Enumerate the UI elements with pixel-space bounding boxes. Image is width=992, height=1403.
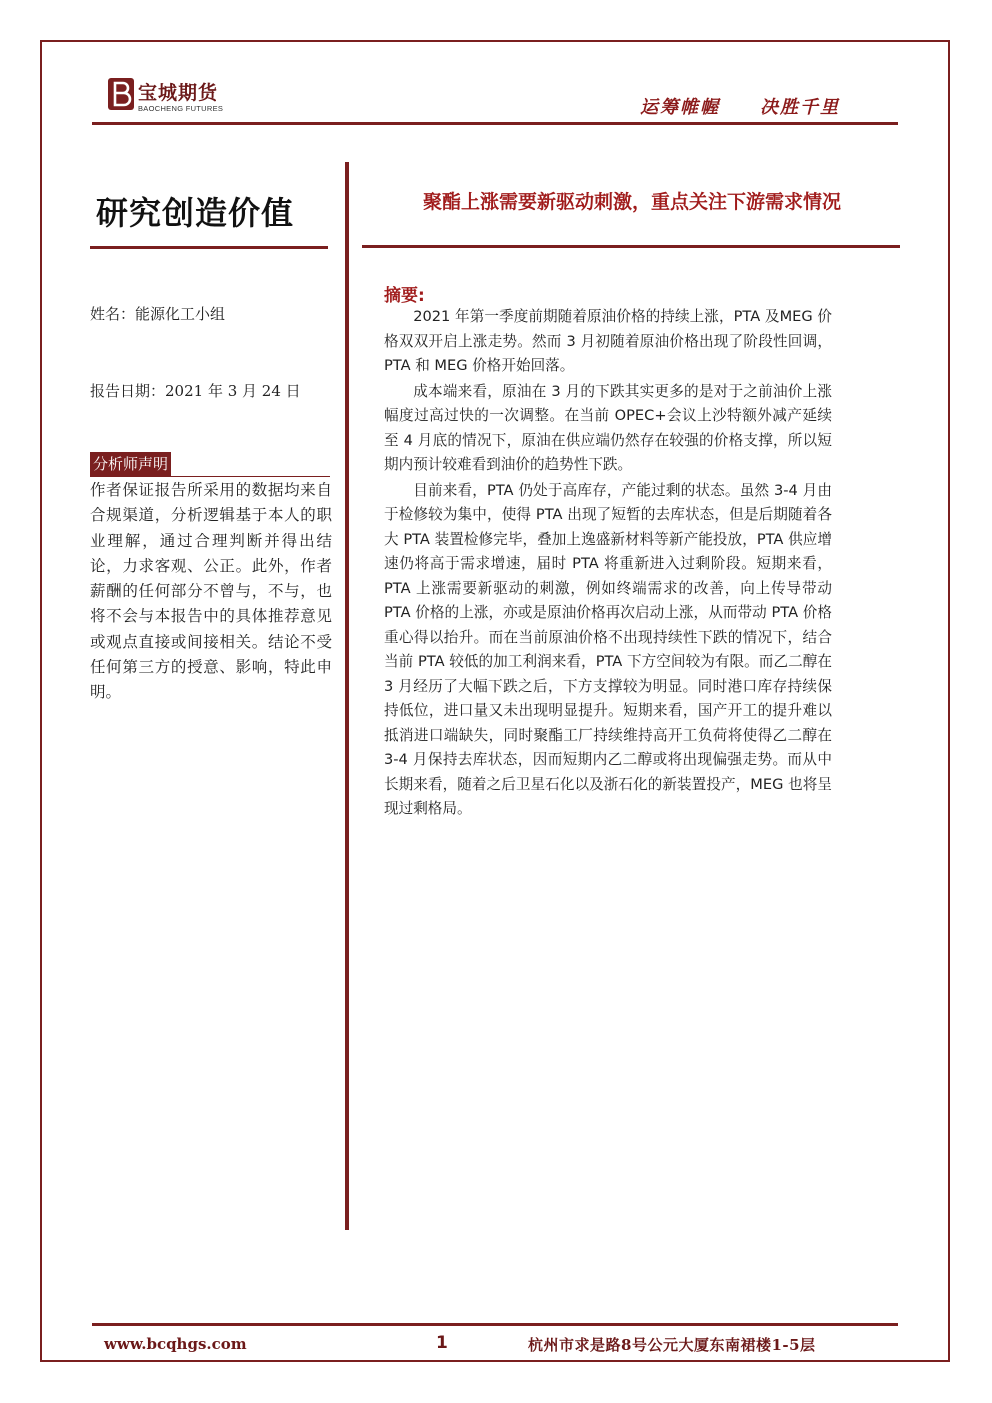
abstract-body bbox=[384, 305, 832, 823]
baocheng-logo-icon bbox=[108, 78, 134, 110]
abstract-paragraph: 成本端来看，原油在 3 月的下跌其实更多的是对于之前油价上涨幅度过高过快的一次调整。在当前 OPEC+会议上沙特额外减产延续至 4 月底的情况下，原油在供应端仍然存在较强的价格支撑，所以短期内预计较难看到油价的趋势性下跌。 bbox=[384, 382, 832, 473]
abstract-paragraph: 2021 年第一季度前期随着原油价格的持续上涨，PTA 及MEG 价格双双开启上涨走势。然而 3 月初随着原油价格出现了阶段性回调，PTA 和 MEG 价格开始回落。 bbox=[384, 308, 832, 374]
abstract-paragraph: 目前来看，PTA 仍处于高库存，产能过剩的状态。虽然 3-4 月由于检修较为集中，使得 PTA 出现了短暂的去库状态，但是后期随着各大 PTA 装置检修完毕，叠加上逸盛新材料等新产能投放，PTA 供应增速仍将高于需求增速，届时 PTA 将重新进入过剩阶段。短期来看，PTA 上涨需要新驱动的刺激，例如终端需求的改善，向上传导带动 PTA 价格的上涨，亦或是原油价格再次启动上涨，从而带动 PTA 价格重心得以抬升。而在当前原油价格不出现持续性下跌的情况下，结合当前 PTA 较低的加工利润来看，PTA 下方空间较为有限。而乙二醇在 3 月经历了大幅下跌之后，下方支撑较为明显。同时港口库存持续保持低位，进口量又未出现明显提升。短期来看，国产开工的提升难以抵消进口端缺失，同时聚酯工厂持续维持高开工负荷将使得乙二醇在 3-4 月保持去库状态，因而短期内乙二醇或将出现偏强走势。而从中长期来看，随着之后卫星石化以及浙石化的新装置投产，MEG 也将呈现过剩格局。 bbox=[384, 481, 832, 817]
disclaimer-label: 分析师声明 bbox=[90, 452, 171, 476]
page-number: 1 bbox=[436, 1333, 448, 1353]
slogan bbox=[640, 93, 840, 119]
header-divider bbox=[92, 122, 898, 125]
report-title-divider bbox=[362, 245, 900, 248]
report-title: 聚酯上涨需要新驱动刺激，重点关注下游需求情况 bbox=[422, 191, 841, 213]
author-name: 姓名：能源化工小组 bbox=[90, 305, 226, 323]
column-divider bbox=[345, 162, 349, 1230]
footer-website-link[interactable]: www.bcqhgs.com bbox=[104, 1335, 247, 1353]
logo-name-en: BAOCHENG FUTURES bbox=[138, 104, 224, 113]
slogan-left: 运筹帷幄 bbox=[640, 97, 720, 118]
sidebar-title: 研究创造价值 bbox=[96, 194, 295, 232]
logo-name-cn: 宝城期货 bbox=[138, 82, 219, 104]
footer-divider bbox=[92, 1323, 898, 1326]
disclaimer-divider bbox=[90, 476, 330, 477]
sidebar-title-divider bbox=[90, 246, 328, 249]
abstract-label: 摘要: bbox=[384, 286, 425, 306]
slogan-right: 决胜千里 bbox=[760, 97, 840, 118]
disclaimer-text: 作者保证报告所采用的数据均来自合规渠道，分析逻辑基于本人的职业理解，通过合理判断并得出结论，力求客观、公正。此外，作者薪酬的任何部分不曾与，不与，也将不会与本报告中的具体推荐意见或观点直接或间接相关。结论不受任何第三方的授意、影响，特此申明。 bbox=[90, 481, 332, 702]
footer-address: 杭州市求是路8号公元大厦东南裙楼1-5层 bbox=[528, 1336, 816, 1354]
report-date: 报告日期：2021 年 3 月 24 日 bbox=[90, 382, 301, 400]
